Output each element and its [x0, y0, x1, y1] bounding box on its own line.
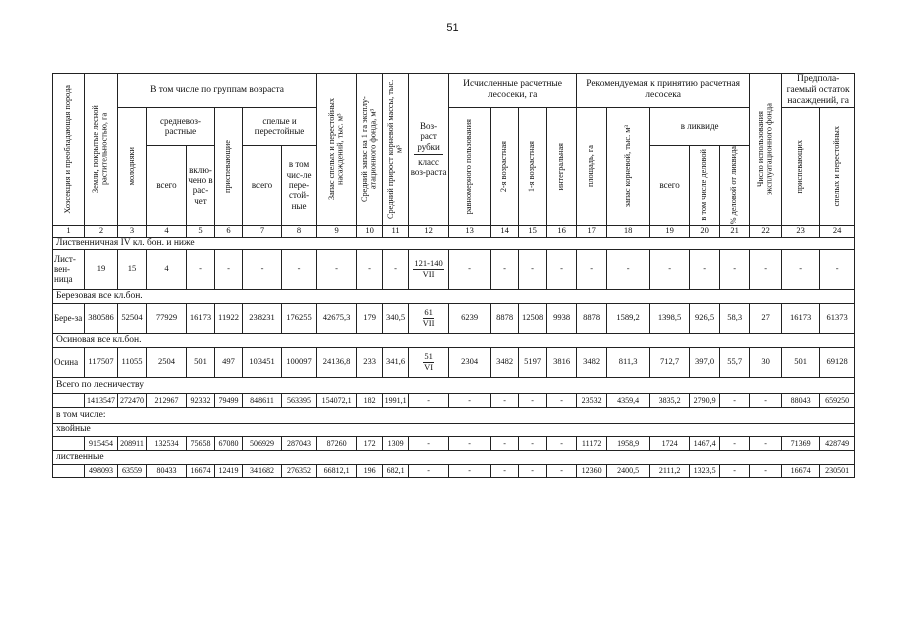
- cell: 196: [357, 464, 383, 477]
- hdr-c22: Число использования эксплуатационного фонда: [750, 74, 782, 226]
- cell: 1724: [650, 436, 690, 450]
- cell: 30: [750, 347, 782, 377]
- col-num: 6: [215, 225, 243, 237]
- cell: -: [577, 249, 607, 289]
- row-birch: [53, 303, 855, 333]
- cell: 272470: [118, 393, 147, 407]
- hdr-c11: Средний прирост корневой массы, тыс. м³: [383, 74, 409, 226]
- col-num: 15: [519, 225, 547, 237]
- hdr-c12a: Воз-раст рубки: [414, 121, 443, 155]
- col-num: 2: [85, 225, 118, 237]
- cell: -: [519, 436, 547, 450]
- hdr-c23: приспевающих: [782, 107, 820, 225]
- cell: 11922: [215, 303, 243, 333]
- age-cell-aspen: [409, 347, 449, 377]
- cell: 563395: [282, 393, 317, 407]
- cell: -: [449, 393, 491, 407]
- row-aspen-name: Осина: [53, 347, 85, 377]
- col-num: 8: [282, 225, 317, 237]
- hdr-c13: равномерного пользования: [449, 107, 491, 225]
- forest-table: [52, 73, 855, 478]
- cell: -: [720, 464, 750, 477]
- cell: -: [690, 249, 720, 289]
- cell: 212967: [147, 393, 187, 407]
- age-top: 51: [424, 351, 433, 361]
- hdr-c21: % деловой от ликвида: [720, 145, 750, 225]
- cell: -: [519, 464, 547, 477]
- hdr-c14: 2-я возрастная: [491, 107, 519, 225]
- cell: 380586: [85, 303, 118, 333]
- cell: 16674: [187, 464, 215, 477]
- cell: 498093: [85, 464, 118, 477]
- cell: -: [243, 249, 282, 289]
- cell: 926,5: [690, 303, 720, 333]
- cell: -: [449, 464, 491, 477]
- cell: -: [547, 393, 577, 407]
- age-top: 121-140: [414, 258, 443, 268]
- col-num: 23: [782, 225, 820, 237]
- col-num: 9: [317, 225, 357, 237]
- row-aspen: [53, 347, 855, 377]
- cell: 11055: [118, 347, 147, 377]
- section-aspen: Осиновая все кл.бон.: [53, 333, 855, 347]
- col-num: 10: [357, 225, 383, 237]
- section-conifer: хвойные: [53, 423, 855, 436]
- hdr-c7: всего: [243, 145, 282, 225]
- cell: 233: [357, 347, 383, 377]
- cell: -: [607, 249, 650, 289]
- cell-empty: [53, 436, 85, 450]
- cell: 69128: [820, 347, 855, 377]
- cell: -: [317, 249, 357, 289]
- cell-empty: [53, 393, 85, 407]
- cell-empty: [53, 464, 85, 477]
- cell: 88043: [782, 393, 820, 407]
- cell: 6239: [449, 303, 491, 333]
- age-bottom: VI: [424, 361, 434, 372]
- hdr-age-groups: В том числе по группам возраста: [118, 74, 317, 108]
- row-larch: [53, 249, 855, 289]
- cell: 230501: [820, 464, 855, 477]
- col-num: 14: [491, 225, 519, 237]
- cell: 4359,4: [607, 393, 650, 407]
- cell: 341,6: [383, 347, 409, 377]
- cell: -: [750, 393, 782, 407]
- cell: -: [720, 249, 750, 289]
- cell: -: [720, 393, 750, 407]
- cell: -: [547, 249, 577, 289]
- cell: 75658: [187, 436, 215, 450]
- cell: 287043: [282, 436, 317, 450]
- cell: 2400,5: [607, 464, 650, 477]
- hdr-c3: молодняки: [118, 107, 147, 225]
- cell: 340,5: [383, 303, 409, 333]
- cell: 16173: [782, 303, 820, 333]
- cell: 2304: [449, 347, 491, 377]
- cell: 276352: [282, 464, 317, 477]
- row-total: [53, 393, 855, 407]
- col-num: 16: [547, 225, 577, 237]
- hdr-middle-aged: средневоз-растные: [147, 107, 215, 145]
- hdr-c5: вклю-чено в рас-чет: [187, 145, 215, 225]
- cell: 87260: [317, 436, 357, 450]
- cell: -: [750, 464, 782, 477]
- hdr-c15: 1-я возрастная: [519, 107, 547, 225]
- cell: 5197: [519, 347, 547, 377]
- cell: 497: [215, 347, 243, 377]
- cell: 1398,5: [650, 303, 690, 333]
- cell: 172: [357, 436, 383, 450]
- cell: 79499: [215, 393, 243, 407]
- cell: -: [215, 249, 243, 289]
- hdr-c17: площадь, га: [577, 107, 607, 225]
- col-number-row: [53, 225, 855, 237]
- cell: 2790,9: [690, 393, 720, 407]
- section-larch: Лиственничная IV кл. бон. и ниже: [53, 237, 855, 249]
- cell: 67080: [215, 436, 243, 450]
- cell: 397,0: [690, 347, 720, 377]
- cell: -: [547, 464, 577, 477]
- cell: -: [720, 436, 750, 450]
- cell: -: [650, 249, 690, 289]
- col-num: 24: [820, 225, 855, 237]
- col-num: 4: [147, 225, 187, 237]
- col-num: 17: [577, 225, 607, 237]
- col-num: 11: [383, 225, 409, 237]
- cell: 3835,2: [650, 393, 690, 407]
- cell: -: [383, 249, 409, 289]
- cell: 16674: [782, 464, 820, 477]
- cell: -: [491, 436, 519, 450]
- cell: 52504: [118, 303, 147, 333]
- section-total: Всего по лесничеству: [53, 377, 855, 393]
- cell: -: [750, 436, 782, 450]
- cell: -: [519, 249, 547, 289]
- cell: -: [187, 249, 215, 289]
- hdr-c24: спелых и перестойных: [820, 107, 855, 225]
- cell: -: [357, 249, 383, 289]
- cell: 811,3: [607, 347, 650, 377]
- cell: 8878: [577, 303, 607, 333]
- hdr-c20: в том числе деловой: [690, 145, 720, 225]
- cell: 4: [147, 249, 187, 289]
- cell: -: [409, 464, 449, 477]
- hdr-c12: [409, 74, 449, 226]
- cell: 1323,5: [690, 464, 720, 477]
- hdr-c16: интегральная: [547, 107, 577, 225]
- cell: 92332: [187, 393, 215, 407]
- row-larch-name: Лист-вен-ница: [53, 249, 85, 289]
- cell: 19: [85, 249, 118, 289]
- cell: 55,7: [720, 347, 750, 377]
- cell: 77929: [147, 303, 187, 333]
- cell: -: [820, 249, 855, 289]
- hdr-c1: Хозсекция и преобладающая порода: [53, 74, 85, 226]
- age-bottom: VII: [422, 268, 435, 279]
- hdr-c19: всего: [650, 145, 690, 225]
- col-num: 12: [409, 225, 449, 237]
- cell: -: [519, 393, 547, 407]
- cell: 117507: [85, 347, 118, 377]
- cell: -: [547, 436, 577, 450]
- hdr-c12b: класс воз-раста: [410, 157, 447, 178]
- cell: 238231: [243, 303, 282, 333]
- section-birch: Березовая все кл.бон.: [53, 289, 855, 303]
- cell: 3816: [547, 347, 577, 377]
- cell: 506929: [243, 436, 282, 450]
- col-num: 13: [449, 225, 491, 237]
- cell: 80433: [147, 464, 187, 477]
- hdr-liquid: в ликвиде: [650, 107, 750, 145]
- row-birch-name: Бере-за: [53, 303, 85, 333]
- cell: -: [449, 436, 491, 450]
- cell: 63559: [118, 464, 147, 477]
- cell: 12419: [215, 464, 243, 477]
- col-num: 3: [118, 225, 147, 237]
- row-conifer: [53, 436, 855, 450]
- hdr-calc: Исчисленные расчетные лесосеки, га: [449, 74, 577, 108]
- cell: 659250: [820, 393, 855, 407]
- cell: 915454: [85, 436, 118, 450]
- cell: 341682: [243, 464, 282, 477]
- hdr-c8: в том чис-ле пере-стой-ные: [282, 145, 317, 225]
- age-cell-larch: [409, 249, 449, 289]
- hdr-c4: всего: [147, 145, 187, 225]
- cell: 1309: [383, 436, 409, 450]
- cell: 1589,2: [607, 303, 650, 333]
- row-deciduous: [53, 464, 855, 477]
- cell: 3482: [491, 347, 519, 377]
- cell: 71369: [782, 436, 820, 450]
- cell: 24136,8: [317, 347, 357, 377]
- col-num: 21: [720, 225, 750, 237]
- cell: -: [409, 393, 449, 407]
- hdr-remain: Предпола-гаемый остаток насаждений, га: [782, 74, 855, 108]
- cell: 176255: [282, 303, 317, 333]
- section-including: в том числе:: [53, 407, 855, 423]
- cell: 848611: [243, 393, 282, 407]
- cell: 2504: [147, 347, 187, 377]
- age-cell-birch: [409, 303, 449, 333]
- cell: -: [282, 249, 317, 289]
- cell: 27: [750, 303, 782, 333]
- cell: 1467,4: [690, 436, 720, 450]
- cell: 501: [187, 347, 215, 377]
- cell: 42675,3: [317, 303, 357, 333]
- cell: 1991,1: [383, 393, 409, 407]
- hdr-c10: Средний запас на 1 га эксплу-атационного фонда, м³: [357, 74, 383, 226]
- cell: -: [491, 393, 519, 407]
- age-top: 61: [424, 307, 433, 317]
- cell: 15: [118, 249, 147, 289]
- col-num: 19: [650, 225, 690, 237]
- cell: 182: [357, 393, 383, 407]
- col-num: 18: [607, 225, 650, 237]
- hdr-mature: спелые и перестойные: [243, 107, 317, 145]
- col-num: 20: [690, 225, 720, 237]
- cell: -: [491, 249, 519, 289]
- cell: -: [409, 436, 449, 450]
- cell: 66812,1: [317, 464, 357, 477]
- page-number: 51: [446, 22, 459, 34]
- hdr-c6: приспевающие: [215, 107, 243, 225]
- cell: 58,3: [720, 303, 750, 333]
- cell: 61373: [820, 303, 855, 333]
- cell: 9938: [547, 303, 577, 333]
- cell: 8878: [491, 303, 519, 333]
- cell: 23532: [577, 393, 607, 407]
- col-num: 22: [750, 225, 782, 237]
- cell: 179: [357, 303, 383, 333]
- cell: -: [449, 249, 491, 289]
- cell: -: [491, 464, 519, 477]
- cell: 16173: [187, 303, 215, 333]
- cell: 132534: [147, 436, 187, 450]
- hdr-c2: Земли, покрытые лесной растительностью, га: [85, 74, 118, 226]
- cell: 103451: [243, 347, 282, 377]
- hdr-recommended: Рекомендуемая к принятию расчетная лесосека: [577, 74, 750, 108]
- section-deciduous: лиственные: [53, 450, 855, 464]
- cell: 428749: [820, 436, 855, 450]
- cell: 3482: [577, 347, 607, 377]
- cell: 12508: [519, 303, 547, 333]
- col-num: 5: [187, 225, 215, 237]
- cell: 154072,1: [317, 393, 357, 407]
- cell: 682,1: [383, 464, 409, 477]
- cell: 712,7: [650, 347, 690, 377]
- hdr-c18: запас корневой, тыс. м³: [607, 107, 650, 225]
- cell: -: [750, 249, 782, 289]
- cell: 100097: [282, 347, 317, 377]
- cell: 12360: [577, 464, 607, 477]
- cell: 208911: [118, 436, 147, 450]
- col-num: 1: [53, 225, 85, 237]
- hdr-c9: Запас спелых и перестойных насаждений, тыс. м³: [317, 74, 357, 226]
- cell: 11172: [577, 436, 607, 450]
- cell: 1958,9: [607, 436, 650, 450]
- cell: -: [782, 249, 820, 289]
- age-bottom: VII: [422, 317, 435, 328]
- cell: 2111,2: [650, 464, 690, 477]
- col-num: 7: [243, 225, 282, 237]
- cell: 501: [782, 347, 820, 377]
- cell: 1413547: [85, 393, 118, 407]
